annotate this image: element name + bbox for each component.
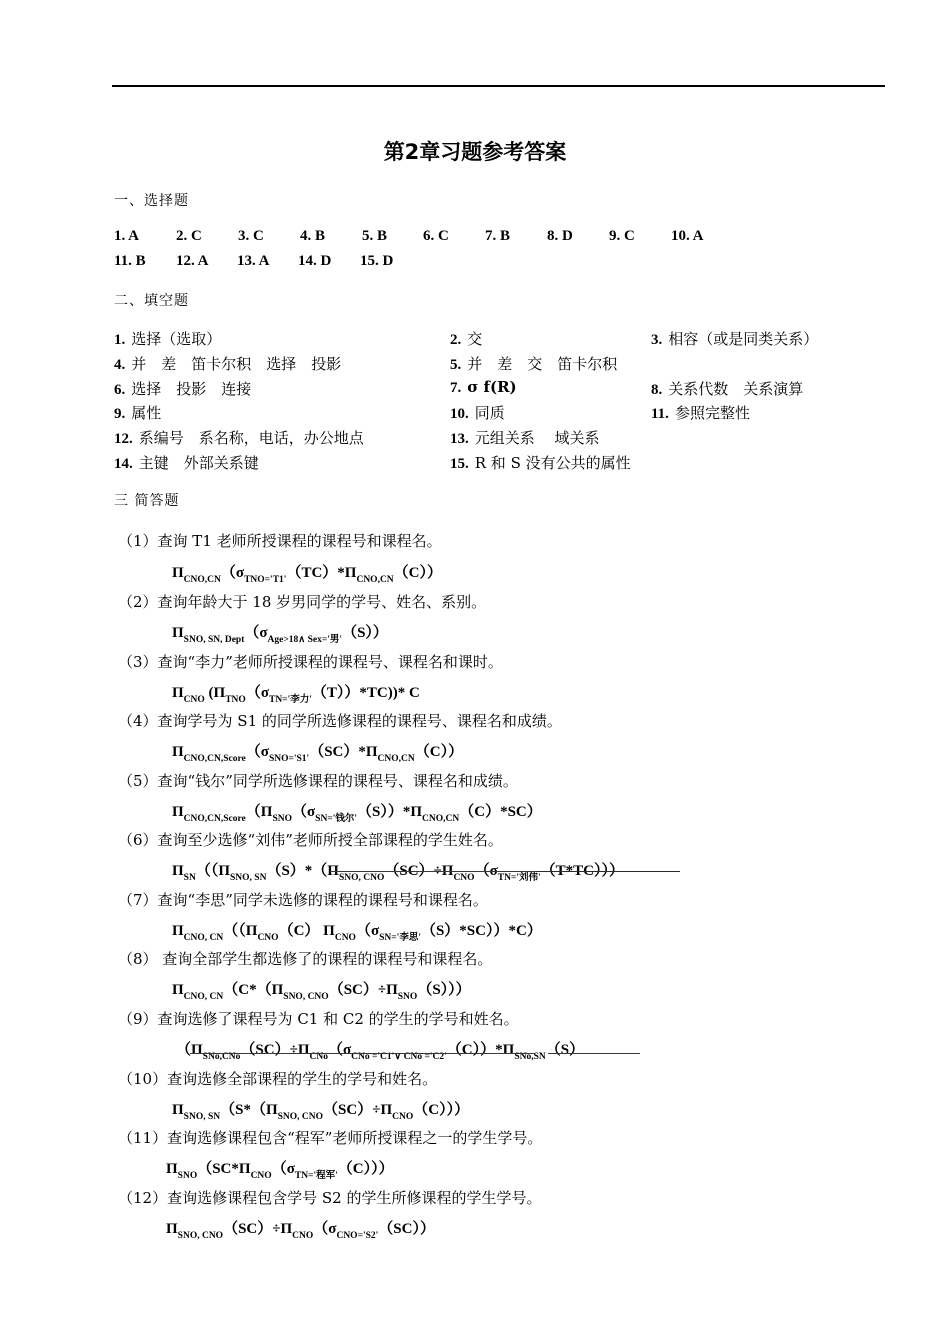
- formula-9: （$\Pi_{SNo,CNo}(SC)\div\Pi_{CNo}(\sigma_{CNo ='C1'\vee CNo ='C2'}(C))*\Pi_{SNo,SN}(S)$: [176, 1042, 585, 1062]
- choice-answer: 14. D: [298, 253, 332, 269]
- fill-item: 7. σ f(R): [450, 378, 517, 396]
- question-10: （10）查询选修全部课程的学生的学号和姓名。: [118, 1070, 438, 1088]
- fill-item: 9. 属性: [114, 404, 162, 422]
- question-12: （12）查询选修课程包含学号 S2 的学生所修课程的学生学号。: [118, 1189, 542, 1207]
- formula-8: $\Pi_{CNO, CN}(C*(\Pi_{SNO, CNO}(SC)\div\Pi_{SNO}(S)))$: [172, 982, 471, 1002]
- formula-11: $\Pi_{SNO}(SC*\Pi_{CNO}(\sigma_{TN='程军'}(C)))$: [166, 1161, 394, 1181]
- formula-2: $\Pi_{SNO, SN, Dept}(\sigma_{Age>18\wedge Sex='男'}(S))$: [172, 625, 388, 645]
- section-fill-heading: 二、填空题: [114, 293, 189, 309]
- section-choice-heading: 一、选择题: [114, 193, 189, 209]
- formula-10: $\Pi_{SNO, SN}(S*(\Pi_{SNO, CNO}(SC)\div\Pi_{CNO}(C)))$: [172, 1102, 470, 1122]
- question-8: （8） 查询全部学生都选修了的课程的课程号和课程名。: [118, 950, 493, 968]
- question-5: （5）查询“钱尔”同学所选修课程的课程号、课程名和成绩。: [118, 772, 518, 790]
- strike-mark: [548, 1053, 640, 1054]
- strike-mark: [190, 1053, 535, 1054]
- formula-7: $\Pi_{CNO, CN}((\Pi_{CNO}(C)$ $\Pi_{CNO}(\sigma_{SN='李思'}(S)*SC))*C$）: [172, 923, 542, 943]
- question-2: （2）查询年龄大于 18 岁男同学的学号、姓名、系别。: [118, 593, 487, 611]
- question-11: （11）查询选修课程包含“程军”老师所授课程之一的学生学号。: [118, 1129, 543, 1147]
- strike-mark: [330, 871, 535, 872]
- choice-answer: 1. A: [114, 228, 140, 244]
- fill-item: 15. R 和 S 没有公共的属性: [450, 454, 631, 472]
- fill-item: 6. 选择 投影 连接: [114, 380, 252, 398]
- formula-12: $\Pi_{SNO, CNO}(SC)\div\Pi_{CNO}(\sigma_{CNO='S2'}(SC))$: [166, 1221, 435, 1241]
- choice-answers-row1: [114, 228, 704, 245]
- page-title: 第2章习题参考答案: [383, 140, 567, 164]
- choice-answer: 11. B: [114, 253, 146, 269]
- fill-item: 14. 主键 外部关系键: [114, 454, 259, 472]
- formula-5: $\Pi_{CNO,CN,Score}(\Pi_{SNO}(\sigma_{SN='钱尔'}(S))*\Pi_{CNO,CN}(C)*SC)$: [172, 804, 542, 824]
- fill-item: 3. 相容（或是同类关系）: [651, 330, 819, 348]
- choice-answer: 10. A: [671, 228, 704, 244]
- choice-answer: 7. B: [485, 228, 511, 244]
- fill-item: 8. 关系代数 关系演算: [651, 380, 804, 398]
- fill-item: 5. 并 差 交 笛卡尔积: [450, 355, 618, 373]
- choice-answers-row2: [114, 253, 393, 270]
- choice-answer: 8. D: [547, 228, 573, 244]
- formula-6: $\Pi_{SN}((\Pi_{SNO, SN}(S)*(\Pi_{SNO, CNO}(SC)\div\Pi_{CNO}(\sigma_{TN='刘伟'}(T*TC)))$: [172, 863, 624, 883]
- question-1: （1）查询 T1 老师所授课程的课程号和课程名。: [118, 532, 442, 550]
- choice-answer: 4. B: [300, 228, 326, 244]
- fill-item: 2. 交: [450, 330, 483, 348]
- formula-4: $\Pi_{CNO,CN,Score}(\sigma_{SNO='S1'}(SC)*\Pi_{CNO,CN}(C))$: [172, 744, 464, 764]
- question-7: （7）查询“李思”同学未选修的课程的课程号和课程名。: [118, 891, 488, 909]
- fill-item: 4. 并 差 笛卡尔积 选择 投影: [114, 355, 342, 373]
- header-rule: [112, 85, 885, 87]
- choice-answer: 5. B: [362, 228, 388, 244]
- question-4: （4）查询学号为 S1 的同学所选修课程的课程号、课程名和成绩。: [118, 712, 562, 730]
- choice-answer: 13. A: [237, 253, 270, 269]
- choice-answer: 2. C: [176, 228, 202, 244]
- strike-mark: [535, 871, 680, 872]
- question-9: （9）查询选修了课程号为 C1 和 C2 的学生的学号和姓名。: [118, 1010, 519, 1028]
- fill-item: 11. 参照完整性: [651, 404, 750, 422]
- section-short-answer-heading: 三 简答题: [114, 493, 180, 509]
- question-6: （6）查询至少选修“刘伟”老师所授全部课程的学生姓名。: [118, 831, 503, 849]
- choice-answer: 12. A: [176, 253, 209, 269]
- choice-answer: 15. D: [360, 253, 394, 269]
- choice-answer: 6. C: [423, 228, 449, 244]
- formula-1: $\Pi_{CNO,CN}(\sigma_{TNO='T1'}(TC)*\Pi_{CNO,CN}(C))$: [172, 565, 443, 585]
- fill-item: 10. 同质: [450, 404, 505, 422]
- choice-answer: 3. C: [238, 228, 264, 244]
- fill-item: 12. 系编号 系名称，电话，办公地点: [114, 429, 364, 447]
- fill-item: 1. 选择（选取）: [114, 330, 222, 348]
- formula-3: $\Pi_{CNO}$ $(\Pi_{TNO}(\sigma_{TN='李力'}(T))*TC))*$ C: [172, 685, 420, 705]
- choice-answer: 9. C: [609, 228, 635, 244]
- fill-item: 13. 元组关系 域关系: [450, 429, 600, 447]
- question-3: （3）查询“李力”老师所授课程的课程号、课程名和课时。: [118, 653, 503, 671]
